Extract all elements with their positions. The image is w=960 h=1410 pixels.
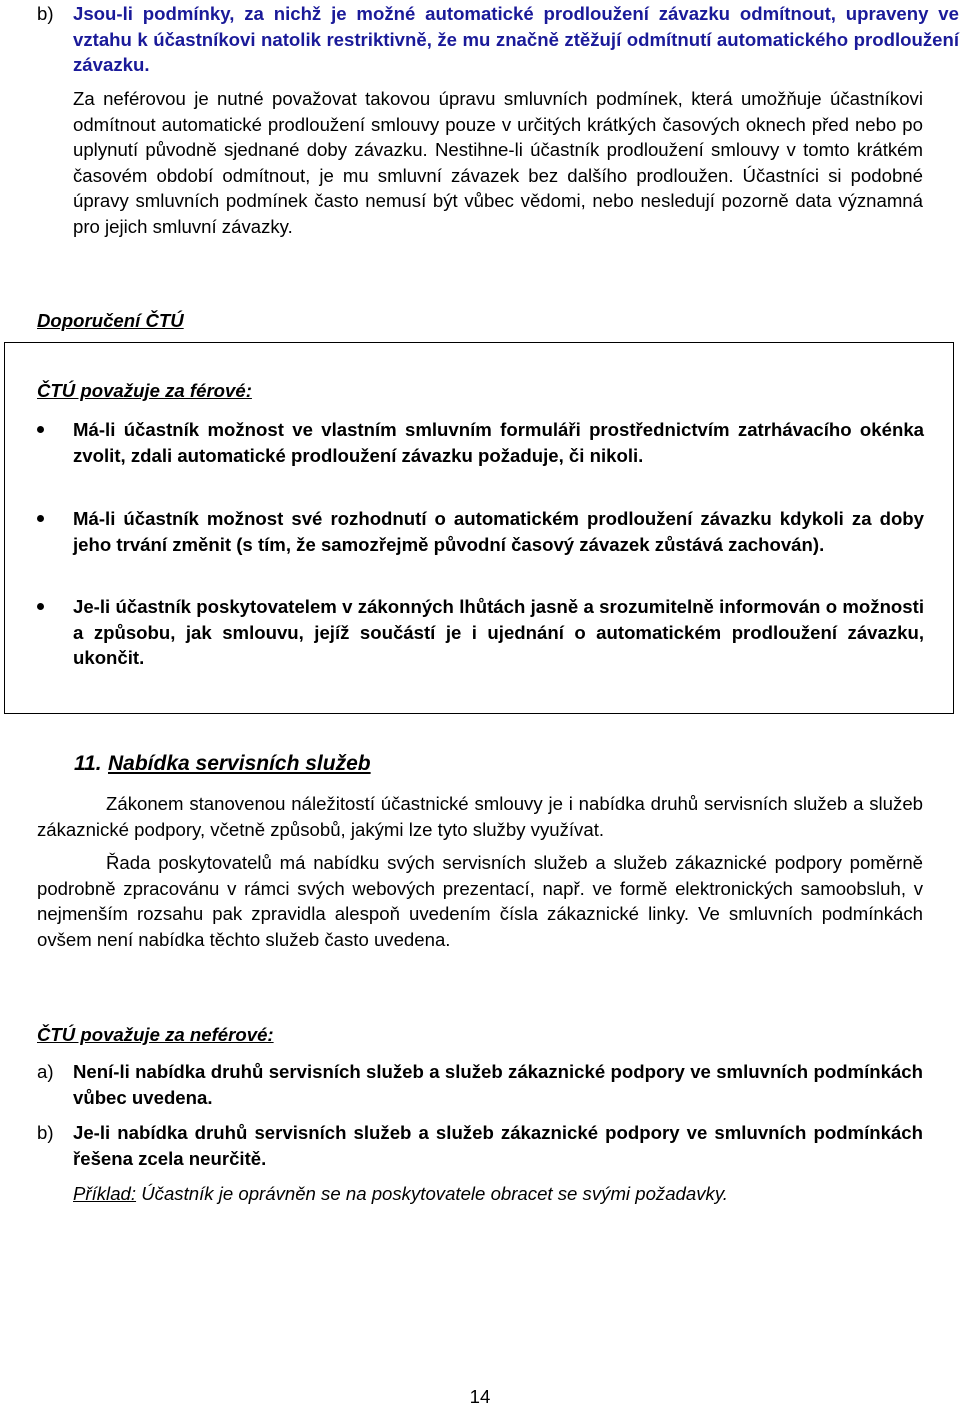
bullet-dot-icon: [37, 603, 44, 610]
list-marker: b): [37, 3, 54, 24]
example-label: Příklad:: [73, 1183, 137, 1204]
example-text: Účastník je oprávněn se na poskytovatele obracet se svými požadavky.: [136, 1183, 728, 1204]
bullet-dot-icon: [37, 515, 44, 522]
unfair-heading: ČTÚ považuje za neférové:: [37, 1024, 274, 1045]
section-paragraph: Řada poskytovatelů má nabídku svých servisních služeb a služeb zákaznické podpory poměrně podrobně zpracovánu v rámci svých webových prezentací, např. ve formě elektronických samoobsluh, v nejmenším rozsahu pak zpravidla alespoň uvedením čísla zákaznické linky. Ve smluvních podmínkách ovšem není nabídka těchto služeb často uvedena.: [37, 852, 923, 950]
unfair-paragraph: Za neférovou je nutné považovat takovou úpravu smluvních podmínek, která umožňuje účastníkovi odmítnout automatické prodloužení smlouvy pouze v určitých krátkých časových oknech před nebo po uplynutí původně sjednané doby závazku. Nestihne-li účastník prodloužení smlouvy v tomto krátkém časovém období odmítnout, je mu smluvní závazek bez dalšího prodloužen. Účastníci si podobné úpravy smluvních podmínek často nemusí být vůbec vědomi, nebo nesledují pozorně data významná pro jejich smluvní závazky.: [73, 88, 923, 237]
section-number: 11.: [74, 752, 102, 775]
recommendation-heading: Doporučení ČTÚ: [37, 310, 184, 331]
bullet-dot-icon: [37, 426, 44, 433]
list-marker: a): [37, 1061, 54, 1082]
section-title: Nabídka servisních služeb: [108, 752, 371, 775]
list-item-text: Jsou-li podmínky, za nichž je možné automatické prodloužení závazku odmítnout, upraveny ve vztahu k účastníkovi natolik restriktivně, že mu značně ztěžují odmítnutí automatického prodloužení závazku.: [73, 3, 959, 75]
list-item-text: Není-li nabídka druhů servisních služeb a služeb zákaznické podpory ve smluvních podmínkách vůbec uvedena.: [73, 1061, 923, 1108]
page-number: 14: [469, 1386, 491, 1407]
bullet-text: Je-li účastník poskytovatelem v zákonných lhůtách jasně a srozumitelně informován o možnosti a způsobu, jak smlouvu, jejíž součástí je i ujednání o automatickém prodloužení závazku, ukončit.: [73, 596, 924, 668]
example: [73, 1181, 923, 1207]
bullet-text: Má-li účastník možnost ve vlastním smluvním formuláři prostřednictvím zatrhávacího okénka zvolit, zdali automatické prodloužení závazku požaduje, či nikoli.: [73, 419, 924, 466]
fair-heading: ČTÚ považuje za férové:: [37, 380, 252, 401]
list-marker: b): [37, 1122, 54, 1143]
section-paragraph: Zákonem stanovenou náležitostí účastnické smlouvy je i nabídka druhů servisních služeb a služeb zákaznické podpory, včetně způsobů, jakými lze tyto služby využívat.: [37, 793, 923, 840]
list-item-text: Je-li nabídka druhů servisních služeb a služeb zákaznické podpory ve smluvních podmínkách řešena zcela neurčitě.: [73, 1122, 923, 1169]
section-heading: [74, 751, 371, 777]
bullet-text: Má-li účastník možnost své rozhodnutí o automatickém prodloužení závazku kdykoli za doby jeho trvání změnit (s tím, že samozřejmě původní časový závazek zůstává zachován).: [73, 508, 924, 555]
